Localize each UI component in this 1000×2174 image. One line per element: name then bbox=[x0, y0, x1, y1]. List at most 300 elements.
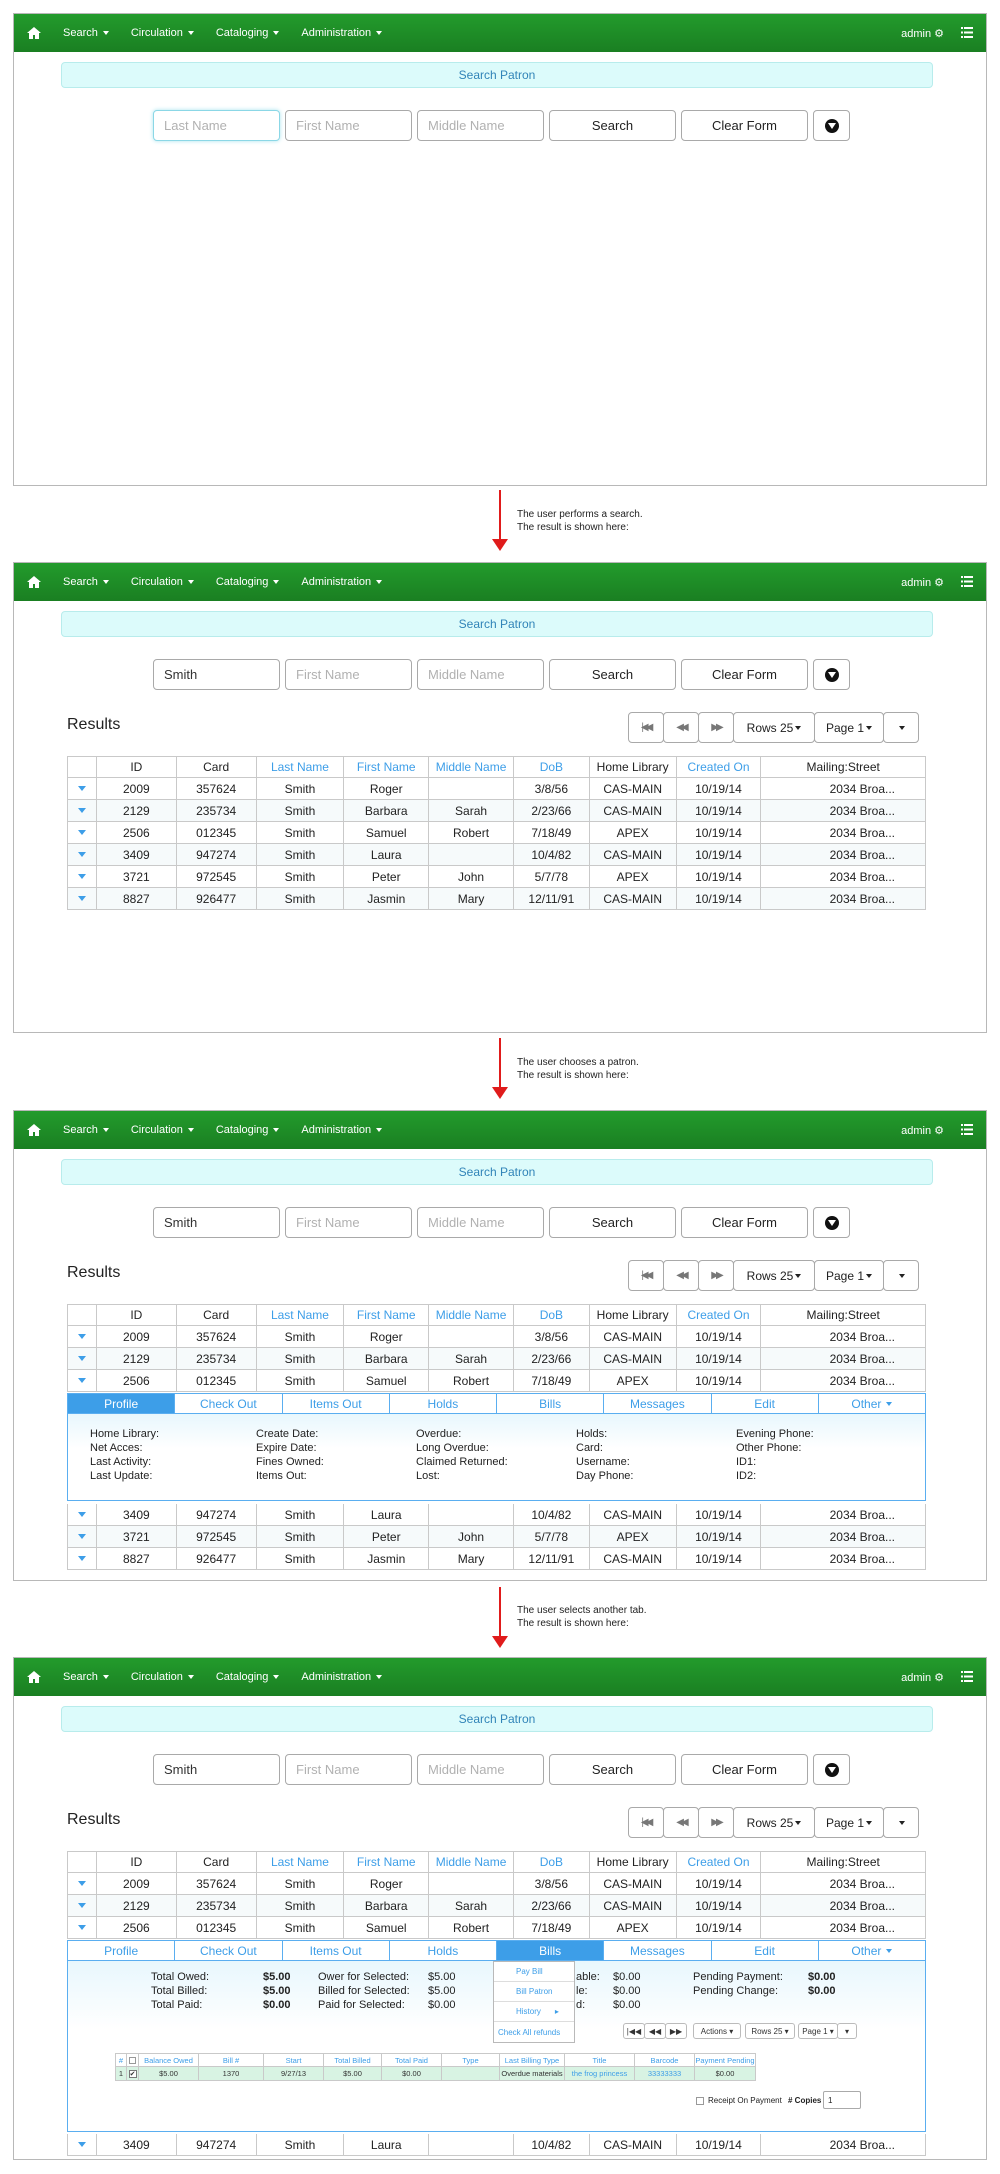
bills-table-header bbox=[115, 2053, 756, 2067]
row-expand-cell[interactable] bbox=[68, 844, 97, 865]
table-cell: 10/19/14 bbox=[677, 888, 762, 909]
middle-name-input[interactable]: Middle Name bbox=[417, 1207, 544, 1238]
tab-profile[interactable]: Profile bbox=[68, 1394, 175, 1413]
expand-arrow-icon[interactable] bbox=[78, 786, 86, 791]
profile-field-label: Create Date: bbox=[256, 1428, 319, 1440]
expand-arrow-icon[interactable] bbox=[78, 808, 86, 813]
row-expand-cell[interactable] bbox=[68, 800, 97, 821]
row-checkbox[interactable]: ✔ bbox=[129, 2070, 136, 2078]
mini-actions-dropdown[interactable]: Actions ▾ bbox=[693, 2023, 741, 2039]
page-dropdown[interactable]: Page 1 bbox=[814, 712, 884, 743]
expand-arrow-icon[interactable] bbox=[78, 1378, 86, 1383]
bills-column-header[interactable]: Barcode bbox=[635, 2054, 695, 2066]
table-cell: Peter bbox=[344, 1526, 429, 1547]
mini-rows-dropdown[interactable]: Rows 25 ▾ bbox=[745, 2023, 795, 2039]
table-cell: 3/8/56 bbox=[514, 778, 590, 799]
table-cell: Smith bbox=[257, 866, 345, 887]
bills-table-row[interactable] bbox=[115, 2067, 756, 2081]
bills-column-header[interactable]: Total Billed bbox=[324, 2054, 382, 2066]
row-expand-cell[interactable] bbox=[68, 822, 97, 843]
clear-form-button[interactable]: Clear Form bbox=[681, 1207, 808, 1238]
caret-down-icon bbox=[273, 31, 279, 35]
column-header[interactable]: Middle Name bbox=[429, 757, 514, 777]
table-cell: Smith bbox=[257, 1348, 345, 1369]
profile-field-label: Fines Owned: bbox=[256, 1456, 324, 1468]
table-cell: 10/4/82 bbox=[514, 2134, 590, 2155]
table-row[interactable] bbox=[67, 1917, 926, 1939]
column-header: Home Library bbox=[590, 1852, 677, 1872]
profile-field-label: Other Phone: bbox=[736, 1442, 802, 1454]
bills-column-header[interactable]: Title bbox=[565, 2054, 635, 2066]
tab-holds[interactable]: Holds bbox=[390, 1394, 497, 1413]
checkbox[interactable] bbox=[696, 2097, 704, 2105]
row-expand-cell[interactable] bbox=[68, 778, 97, 799]
bill-summary-label: Billed for Selected: bbox=[318, 1985, 410, 1997]
mini-more-dropdown[interactable]: ▾ bbox=[837, 2023, 857, 2039]
tab-edit[interactable]: Edit bbox=[712, 1941, 819, 1960]
bill-summary-label: d: bbox=[576, 1999, 586, 2011]
bills-cell: 1 bbox=[116, 2067, 127, 2080]
column-header[interactable]: Last Name bbox=[257, 1305, 345, 1325]
expand-arrow-icon[interactable] bbox=[78, 1512, 86, 1517]
user-menu[interactable]: admin ⚙ bbox=[901, 1125, 944, 1137]
tab-other[interactable]: Other bbox=[819, 1941, 925, 1960]
table-row[interactable] bbox=[67, 1348, 926, 1370]
tab-bills[interactable]: Bills bbox=[497, 1394, 604, 1413]
copies-input[interactable]: 1 bbox=[823, 2091, 861, 2109]
column-header bbox=[68, 1852, 97, 1872]
list-menu-icon[interactable] bbox=[961, 27, 973, 41]
profile-field-label: Overdue: bbox=[416, 1428, 462, 1440]
list-menu-icon[interactable] bbox=[961, 1671, 973, 1685]
expand-arrow-icon[interactable] bbox=[78, 1925, 86, 1930]
rows-dropdown[interactable]: Rows 25 bbox=[733, 712, 815, 743]
results-title: Results bbox=[67, 716, 121, 733]
nav-cataloging[interactable]: Cataloging bbox=[216, 576, 280, 588]
download-button[interactable] bbox=[813, 659, 850, 690]
bills-column-header[interactable]: Payment Pending bbox=[695, 2055, 755, 2065]
nav-search[interactable]: Search bbox=[63, 1671, 109, 1683]
user-menu[interactable]: admin ⚙ bbox=[901, 28, 944, 40]
nav-administration[interactable]: Administration bbox=[301, 27, 382, 39]
column-header[interactable]: Middle Name bbox=[429, 1305, 514, 1325]
table-cell bbox=[429, 1504, 514, 1525]
next-page-icon: ▶▶ bbox=[711, 1270, 721, 1281]
first-name-input[interactable]: First Name bbox=[285, 1754, 412, 1785]
expand-arrow-icon[interactable] bbox=[78, 1903, 86, 1908]
bills-cell: $5.00 bbox=[139, 2067, 199, 2080]
table-cell: APEX bbox=[590, 1917, 677, 1938]
last-name-input[interactable]: Smith bbox=[153, 1207, 280, 1238]
table-cell: 947274 bbox=[177, 2134, 257, 2155]
results-title: Results bbox=[67, 1811, 121, 1828]
screen-profile bbox=[13, 1110, 987, 1581]
mini-prev-page-button[interactable]: ◀◀ bbox=[644, 2023, 666, 2039]
annotation-3: The user selects another tab. The result is shown here: bbox=[517, 1605, 647, 1629]
tab-items-out[interactable]: Items Out bbox=[283, 1394, 390, 1413]
table-cell: Jasmin bbox=[344, 888, 429, 909]
row-expand-cell[interactable] bbox=[68, 1917, 97, 1938]
search-button[interactable]: Search bbox=[549, 1754, 676, 1785]
tab-check-out[interactable]: Check Out bbox=[175, 1394, 282, 1413]
row-expand-cell[interactable] bbox=[68, 1326, 97, 1347]
table-cell: 2034 Broa... bbox=[829, 1351, 896, 1366]
column-header: Card bbox=[177, 757, 257, 777]
table-cell: CAS-MAIN bbox=[590, 1326, 677, 1347]
expand-arrow-icon[interactable] bbox=[78, 1334, 86, 1339]
tab-profile[interactable]: Profile bbox=[68, 1941, 175, 1960]
tab-messages[interactable]: Messages bbox=[604, 1941, 711, 1960]
nav-circulation[interactable]: Circulation bbox=[131, 1124, 194, 1136]
menu-item-bill-patron[interactable]: Bill Patron bbox=[494, 1982, 574, 2002]
column-header[interactable]: DoB bbox=[514, 757, 590, 777]
bill-summary-label: Total Billed: bbox=[151, 1985, 208, 1997]
table-cell: 2034 Broa... bbox=[829, 869, 896, 884]
table-cell: 10/19/14 bbox=[677, 1895, 762, 1916]
bills-column-header[interactable]: Start bbox=[264, 2054, 324, 2066]
table-cell: 2034 Broa... bbox=[829, 781, 896, 796]
column-header[interactable]: DoB bbox=[514, 1852, 590, 1872]
table-cell: Mary bbox=[429, 888, 514, 909]
table-cell: CAS-MAIN bbox=[590, 1873, 677, 1894]
menu-item-pay-bill[interactable]: Pay Bill bbox=[494, 1962, 574, 1982]
flow-arrow bbox=[490, 1038, 510, 1100]
row-expand-cell[interactable] bbox=[68, 1526, 97, 1547]
more-dropdown[interactable] bbox=[883, 1807, 919, 1838]
row-expand-cell[interactable] bbox=[68, 1873, 97, 1894]
table-cell: 3/8/56 bbox=[514, 1326, 590, 1347]
row-expand-cell[interactable] bbox=[68, 1504, 97, 1525]
table-row[interactable] bbox=[67, 1526, 926, 1548]
table-row[interactable] bbox=[67, 1895, 926, 1917]
more-dropdown[interactable] bbox=[883, 1260, 919, 1291]
nav-search[interactable]: Search bbox=[63, 576, 109, 588]
row-expand-cell[interactable] bbox=[68, 866, 97, 887]
expand-arrow-icon[interactable] bbox=[78, 1881, 86, 1886]
table-cell: 10/19/14 bbox=[677, 1326, 762, 1347]
nav-cataloging[interactable]: Cataloging bbox=[216, 1671, 280, 1683]
table-cell: APEX bbox=[590, 866, 677, 887]
table-cell: Laura bbox=[344, 2134, 429, 2155]
row-expand-cell[interactable] bbox=[68, 888, 97, 909]
expand-arrow-icon[interactable] bbox=[78, 1534, 86, 1539]
table-cell: Smith bbox=[257, 2134, 345, 2155]
caret-down-icon bbox=[899, 1274, 905, 1278]
table-cell: 10/4/82 bbox=[514, 844, 590, 865]
bills-cell[interactable] bbox=[127, 2067, 139, 2080]
table-row[interactable] bbox=[67, 866, 926, 888]
caret-down-icon bbox=[188, 31, 194, 35]
nav-administration[interactable]: Administration bbox=[301, 576, 382, 588]
table-row[interactable] bbox=[67, 1873, 926, 1895]
expand-arrow-icon[interactable] bbox=[78, 830, 86, 835]
bill-summary-value: $5.00 bbox=[428, 1985, 456, 1997]
table-cell: 2506 bbox=[97, 1370, 177, 1391]
download-button[interactable] bbox=[813, 1207, 850, 1238]
expand-arrow-icon[interactable] bbox=[78, 852, 86, 857]
rows-dropdown[interactable]: Rows 25 bbox=[733, 1260, 815, 1291]
profile-field-label: Items Out: bbox=[256, 1470, 307, 1482]
table-cell: Smith bbox=[257, 1526, 345, 1547]
table-row[interactable] bbox=[67, 1370, 926, 1392]
table-cell: 7/18/49 bbox=[514, 1917, 590, 1938]
table-cell bbox=[429, 1873, 514, 1894]
table-header-row bbox=[67, 756, 926, 778]
row-expand-cell[interactable] bbox=[68, 1370, 97, 1391]
expand-arrow-icon[interactable] bbox=[78, 874, 86, 879]
table-cell: 7/18/49 bbox=[514, 822, 590, 843]
nav-search[interactable]: Search bbox=[63, 27, 109, 39]
column-header[interactable]: Created On bbox=[677, 757, 762, 777]
bills-cell: 1370 bbox=[199, 2067, 264, 2080]
bill-summary-value: $0.00 bbox=[428, 1999, 456, 2011]
profile-field-label: Card: bbox=[576, 1442, 603, 1454]
nav-circulation[interactable]: Circulation bbox=[131, 27, 194, 39]
expand-arrow-icon[interactable] bbox=[78, 2142, 86, 2147]
table-cell: Samuel bbox=[344, 1917, 429, 1938]
download-button[interactable] bbox=[813, 110, 850, 141]
tab-check-out[interactable]: Check Out bbox=[175, 1941, 282, 1960]
column-header[interactable]: Middle Name bbox=[429, 1852, 514, 1872]
expand-arrow-icon[interactable] bbox=[78, 896, 86, 901]
profile-field-label: Last Activity: bbox=[90, 1456, 152, 1468]
first-page-button[interactable] bbox=[628, 712, 664, 743]
download-icon bbox=[825, 119, 839, 133]
column-header[interactable]: First Name bbox=[344, 1852, 429, 1872]
bill-summary-label: Total Owed: bbox=[151, 1971, 210, 1983]
clear-form-button[interactable]: Clear Form bbox=[681, 659, 808, 690]
receipt-on-payment-checkbox[interactable] bbox=[696, 2096, 782, 2105]
last-name-input[interactable]: Smith bbox=[153, 1754, 280, 1785]
profile-field-label: ID2: bbox=[736, 1470, 757, 1482]
select-all-checkbox[interactable] bbox=[129, 2057, 136, 2064]
clear-form-button[interactable]: Clear Form bbox=[681, 110, 808, 141]
patron-tabs bbox=[67, 1940, 926, 1960]
profile-field-label: Home Library: bbox=[90, 1428, 160, 1440]
search-patron-header: Search Patron bbox=[61, 62, 933, 88]
table-cell: Robert bbox=[429, 1917, 514, 1938]
table-row[interactable] bbox=[67, 1548, 926, 1570]
column-header[interactable]: Created On bbox=[677, 1852, 762, 1872]
expand-arrow-icon[interactable] bbox=[78, 1356, 86, 1361]
table-cell: 10/19/14 bbox=[677, 1504, 762, 1525]
flow-arrow bbox=[490, 1587, 510, 1649]
table-cell: 10/19/14 bbox=[677, 1348, 762, 1369]
table-row[interactable] bbox=[67, 822, 926, 844]
caret-down-icon bbox=[795, 1274, 801, 1278]
table-cell: Jasmin bbox=[344, 1548, 429, 1569]
table-row[interactable] bbox=[67, 2134, 926, 2156]
last-name-input[interactable]: Last Name bbox=[153, 110, 280, 141]
column-header[interactable]: Last Name bbox=[257, 1852, 345, 1872]
caret-down-icon bbox=[899, 726, 905, 730]
table-cell: Roger bbox=[344, 778, 429, 799]
middle-name-input[interactable]: Middle Name bbox=[417, 1754, 544, 1785]
nav-cataloging[interactable]: Cataloging bbox=[216, 27, 280, 39]
bills-column-header[interactable]: Bill # bbox=[199, 2054, 264, 2066]
caret-down-icon bbox=[866, 726, 872, 730]
navbar bbox=[14, 1658, 986, 1696]
home-icon[interactable] bbox=[27, 1124, 41, 1136]
expand-arrow-icon[interactable] bbox=[78, 1556, 86, 1561]
home-icon[interactable] bbox=[27, 27, 41, 39]
profile-field-label: Net Acces: bbox=[90, 1442, 143, 1454]
row-expand-cell[interactable] bbox=[68, 1348, 97, 1369]
rows-dropdown[interactable]: Rows 25 bbox=[733, 1807, 815, 1838]
menu-item-history[interactable]: History ▸ bbox=[494, 2002, 574, 2022]
table-cell: Robert bbox=[429, 822, 514, 843]
tab-edit[interactable]: Edit bbox=[712, 1394, 819, 1413]
column-header[interactable]: Created On bbox=[677, 1305, 762, 1325]
column-header[interactable]: First Name bbox=[344, 757, 429, 777]
table-cell: 10/19/14 bbox=[677, 778, 762, 799]
caret-down-icon bbox=[103, 1675, 109, 1679]
prev-page-button[interactable] bbox=[663, 1807, 699, 1838]
table-cell: 926477 bbox=[177, 888, 257, 909]
row-expand-cell[interactable] bbox=[68, 1548, 97, 1569]
next-page-button[interactable] bbox=[698, 1807, 734, 1838]
column-header[interactable]: Last Name bbox=[257, 757, 345, 777]
table-cell: 2129 bbox=[97, 1895, 177, 1916]
table-cell: Sarah bbox=[429, 1895, 514, 1916]
table-cell: 2034 Broa... bbox=[829, 2137, 896, 2152]
profile-field-label: Long Overdue: bbox=[416, 1442, 489, 1454]
table-row[interactable] bbox=[67, 888, 926, 910]
bill-summary-label: Pending Payment: bbox=[693, 1971, 783, 1983]
page-dropdown[interactable]: Page 1 bbox=[814, 1807, 884, 1838]
tab-items-out[interactable]: Items Out bbox=[283, 1941, 390, 1960]
table-row[interactable] bbox=[67, 1326, 926, 1348]
search-button[interactable]: Search bbox=[549, 659, 676, 690]
table-cell: 10/4/82 bbox=[514, 1504, 590, 1525]
clear-form-button[interactable]: Clear Form bbox=[681, 1754, 808, 1785]
search-button[interactable]: Search bbox=[549, 110, 676, 141]
search-button[interactable]: Search bbox=[549, 1207, 676, 1238]
column-header[interactable]: DoB bbox=[514, 1305, 590, 1325]
profile-field-label: Evening Phone: bbox=[736, 1428, 814, 1440]
table-cell: CAS-MAIN bbox=[590, 778, 677, 799]
table-cell: CAS-MAIN bbox=[590, 844, 677, 865]
mini-next-page-button[interactable]: ▶▶ bbox=[665, 2023, 687, 2039]
more-dropdown[interactable] bbox=[883, 712, 919, 743]
user-menu[interactable]: admin ⚙ bbox=[901, 577, 944, 589]
navbar bbox=[14, 1111, 986, 1149]
table-header-row bbox=[67, 1851, 926, 1873]
bills-column-header[interactable]: Balance Owed bbox=[139, 2054, 199, 2066]
nav-circulation[interactable]: Circulation bbox=[131, 576, 194, 588]
bills-cell[interactable]: 33333333 bbox=[635, 2067, 695, 2080]
mini-page-dropdown[interactable]: Page 1 ▾ bbox=[798, 2023, 838, 2039]
first-name-input[interactable]: First Name bbox=[285, 1207, 412, 1238]
tab-messages[interactable]: Messages bbox=[604, 1394, 711, 1413]
table-cell: Samuel bbox=[344, 822, 429, 843]
table-row[interactable] bbox=[67, 844, 926, 866]
tab-other[interactable]: Other bbox=[819, 1394, 925, 1413]
first-name-input[interactable]: First Name bbox=[285, 110, 412, 141]
table-row[interactable] bbox=[67, 800, 926, 822]
table-cell: 12/11/91 bbox=[514, 1548, 590, 1569]
nav-circulation[interactable]: Circulation bbox=[131, 1671, 194, 1683]
table-cell: CAS-MAIN bbox=[590, 2134, 677, 2155]
table-cell: John bbox=[429, 1526, 514, 1547]
mini-first-page-button[interactable]: |◀◀ bbox=[623, 2023, 645, 2039]
bills-column-header[interactable]: Last Billing Type bbox=[500, 2054, 565, 2066]
first-page-button[interactable] bbox=[628, 1260, 664, 1291]
caret-down-icon bbox=[188, 1128, 194, 1132]
caret-down-icon bbox=[795, 726, 801, 730]
table-cell: Roger bbox=[344, 1326, 429, 1347]
first-name-input[interactable]: First Name bbox=[285, 659, 412, 690]
table-cell: 2129 bbox=[97, 1348, 177, 1369]
table-cell: 012345 bbox=[177, 1917, 257, 1938]
bill-summary-value: $0.00 bbox=[613, 1971, 641, 1983]
next-page-button[interactable] bbox=[698, 1260, 734, 1291]
nav-cataloging[interactable]: Cataloging bbox=[216, 1124, 280, 1136]
tab-bills[interactable]: Bills bbox=[497, 1941, 604, 1960]
menu-item-check-all-refunds[interactable]: Check All refunds bbox=[498, 2027, 561, 2037]
prev-page-button[interactable] bbox=[663, 712, 699, 743]
profile-field-label: Lost: bbox=[416, 1470, 440, 1482]
navbar bbox=[14, 14, 986, 52]
table-row[interactable] bbox=[67, 778, 926, 800]
tab-holds[interactable]: Holds bbox=[390, 1941, 497, 1960]
table-cell: Laura bbox=[344, 844, 429, 865]
first-page-button[interactable] bbox=[628, 1807, 664, 1838]
middle-name-input[interactable]: Middle Name bbox=[417, 110, 544, 141]
bills-cell bbox=[442, 2067, 500, 2080]
nav-search[interactable]: Search bbox=[63, 1124, 109, 1136]
caret-down-icon bbox=[376, 1128, 382, 1132]
user-menu[interactable]: admin ⚙ bbox=[901, 1672, 944, 1684]
home-icon[interactable] bbox=[27, 576, 41, 588]
row-expand-cell[interactable] bbox=[68, 2134, 97, 2155]
bills-column-header[interactable]: Type bbox=[442, 2054, 500, 2066]
table-cell: 235734 bbox=[177, 1348, 257, 1369]
bills-column-header[interactable]: Total Paid bbox=[382, 2054, 442, 2066]
bill-summary-value: $5.00 bbox=[428, 1971, 456, 1983]
download-button[interactable] bbox=[813, 1754, 850, 1785]
row-expand-cell[interactable] bbox=[68, 1895, 97, 1916]
table-row[interactable] bbox=[67, 1504, 926, 1526]
next-page-button[interactable] bbox=[698, 712, 734, 743]
list-menu-icon[interactable] bbox=[961, 576, 973, 590]
table-cell: 012345 bbox=[177, 1370, 257, 1391]
column-header[interactable]: First Name bbox=[344, 1305, 429, 1325]
list-menu-icon[interactable] bbox=[961, 1124, 973, 1138]
table-cell: 2034 Broa... bbox=[829, 1551, 896, 1566]
nav-administration[interactable]: Administration bbox=[301, 1671, 382, 1683]
results-title: Results bbox=[67, 1264, 121, 1281]
caret-down-icon bbox=[103, 31, 109, 35]
bills-cell[interactable]: the frog princess bbox=[565, 2067, 635, 2080]
column-header: ID bbox=[97, 757, 177, 777]
table-cell: 2009 bbox=[97, 778, 177, 799]
table-cell: Barbara bbox=[344, 1348, 429, 1369]
column-header: Home Library bbox=[590, 1305, 677, 1325]
caret-down-icon bbox=[376, 580, 382, 584]
last-name-input[interactable]: Smith bbox=[153, 659, 280, 690]
profile-field-label: ID1: bbox=[736, 1456, 757, 1468]
bill-summary-value: $0.00 bbox=[613, 1999, 641, 2011]
column-header: Card bbox=[177, 1305, 257, 1325]
page-dropdown[interactable]: Page 1 bbox=[814, 1260, 884, 1291]
table-cell: 3409 bbox=[97, 2134, 177, 2155]
table-cell: 10/19/14 bbox=[677, 822, 762, 843]
middle-name-input[interactable]: Middle Name bbox=[417, 659, 544, 690]
nav-administration[interactable]: Administration bbox=[301, 1124, 382, 1136]
home-icon[interactable] bbox=[27, 1671, 41, 1683]
prev-page-button[interactable] bbox=[663, 1260, 699, 1291]
